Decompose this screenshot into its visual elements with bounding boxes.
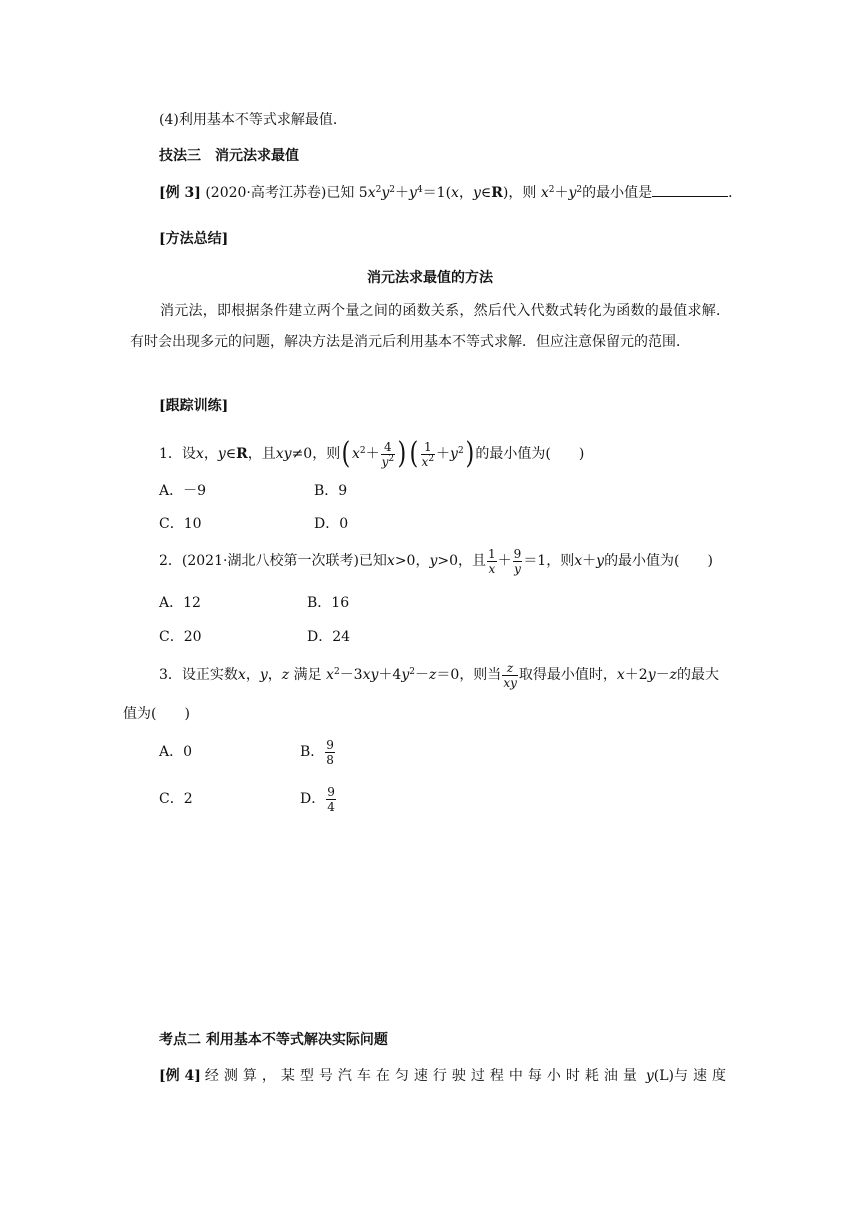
q1-expression: ($x^2+$ $\frac{4}{y^2}$ )( $\frac{1}{x^2}$ $+y^2$) xyxy=(341,436,474,471)
q1-suffix: 的最小值为( ) xyxy=(475,446,585,462)
q3-mid: 取得最小值时， xyxy=(518,667,617,683)
example-3-condition-tail: ，则 xyxy=(508,185,537,201)
answer-blank[interactable] xyxy=(652,182,728,197)
q3-prefix: 3．设正实数 xyxy=(159,667,238,683)
q2-tail: ，则 xyxy=(546,553,575,569)
q1-cond2: ，则 xyxy=(312,446,341,462)
q1-prefix: 1．设 xyxy=(159,446,196,462)
q2-option-b[interactable]: B．16 xyxy=(307,595,350,611)
example-3-question-tail: 的最小值是 xyxy=(582,185,653,201)
q3-option-d[interactable]: D． $\frac{9}{4}$ xyxy=(300,784,335,814)
q2-option-c[interactable]: C．20 xyxy=(159,629,202,645)
q3-cond: 满足 xyxy=(293,667,322,683)
example-3-label: [例 3] xyxy=(159,185,201,201)
q3-option-b-label: B． xyxy=(300,744,325,760)
q1-option-a[interactable]: A．－9 xyxy=(159,483,207,499)
practice-label: [跟踪训练] xyxy=(159,398,229,414)
q2-suffix: 的最小值为( ) xyxy=(604,553,713,569)
q2-cond: ，且 xyxy=(458,553,487,569)
example-4-tail: 与速度 xyxy=(674,1068,731,1084)
example-4-text: 经测算，某型号汽车在匀速行驶过程中每小时耗油量 xyxy=(204,1068,642,1084)
example-4-label: [例 4] xyxy=(159,1068,201,1084)
q3-option-c[interactable]: C．2 xyxy=(159,791,193,807)
example-4: [例 4] 经测算，某型号汽车在匀速行驶过程中每小时耗油量 y(L)与速度 xyxy=(159,1068,731,1084)
q2-option-a[interactable]: A．12 xyxy=(159,595,201,611)
topic-2-title: 考点二 利用基本不等式解决实际问题 xyxy=(159,1032,388,1048)
q1-option-b[interactable]: B．9 xyxy=(314,483,348,499)
example-3: [例 3] (2020·高考江苏卷)已知 $5x^2y^2+y^4=1(x$，y∈R)，则 $x^2+y^2$的最小值是 ． xyxy=(159,182,742,203)
q3-option-d-label: D． xyxy=(300,791,326,807)
q2-equation: $\frac{1}{x}$ ＋ $\frac{9}{y}$ ＝1 xyxy=(488,546,547,576)
question-3: 3．设正实数x，y，z 满足 $x^2-3xy+4y^2-z=0$，则当 $\frac{z}{xy}$ 取得最小值时，x＋2y－z的最大 xyxy=(159,660,719,690)
method-summary-label: [方法总结] xyxy=(159,231,229,247)
q3-equation: $x^2-3xy+4y^2-z=0$ xyxy=(326,667,460,683)
q3-option-b[interactable]: B． $\frac{9}{8}$ xyxy=(300,737,334,767)
example-3-condition: $5x^2y^2+y^4=1(x$，y∈R) xyxy=(358,185,509,201)
q2-prefix: 2．(2021·湖北八校第一次联考)已知 xyxy=(159,553,387,569)
example-3-expression: $x^2+y^2$ xyxy=(540,185,583,201)
q1-option-c[interactable]: C．10 xyxy=(159,516,202,532)
q2-option-d[interactable]: D．24 xyxy=(307,629,351,645)
q1-option-d[interactable]: D．0 xyxy=(314,516,349,532)
example-3-source: (2020·高考江苏卷)已知 xyxy=(205,185,355,201)
method-text: 消元法，即根据条件建立两个量之间的函数关系，然后代入代数式转化为函数的最值求解．有时会出现多元的问题，解决方法是消元后利用基本不等式求解．但应注意保留元的范围． xyxy=(130,303,730,350)
question-1: 1．设x，y∈R，且xy≠0，则($x^2+$ $\frac{4}{y^2}$ )( $\frac{1}{x^2}$ $+y^2$)的最小值为( ) xyxy=(159,436,585,471)
q1-cond1: ，且 xyxy=(247,446,276,462)
step-4-text: (4)利用基本不等式求解最值． xyxy=(159,112,347,128)
q3-line2: 值为( ) xyxy=(123,706,190,722)
q3-option-a[interactable]: A．0 xyxy=(159,744,193,760)
q3-then: ，则当 xyxy=(459,667,502,683)
technique-3-title: 技法三 消元法求最值 xyxy=(159,148,299,164)
method-title: 消元法求最值的方法 xyxy=(367,270,493,286)
q3-suffix: 的最大 xyxy=(677,667,719,683)
question-2: 2．(2021·湖北八校第一次联考)已知x>0，y>0，且 $\frac{1}{x}$ ＋ $\frac{9}{y}$ ＝1，则x＋y的最小值为( ) xyxy=(159,546,713,576)
